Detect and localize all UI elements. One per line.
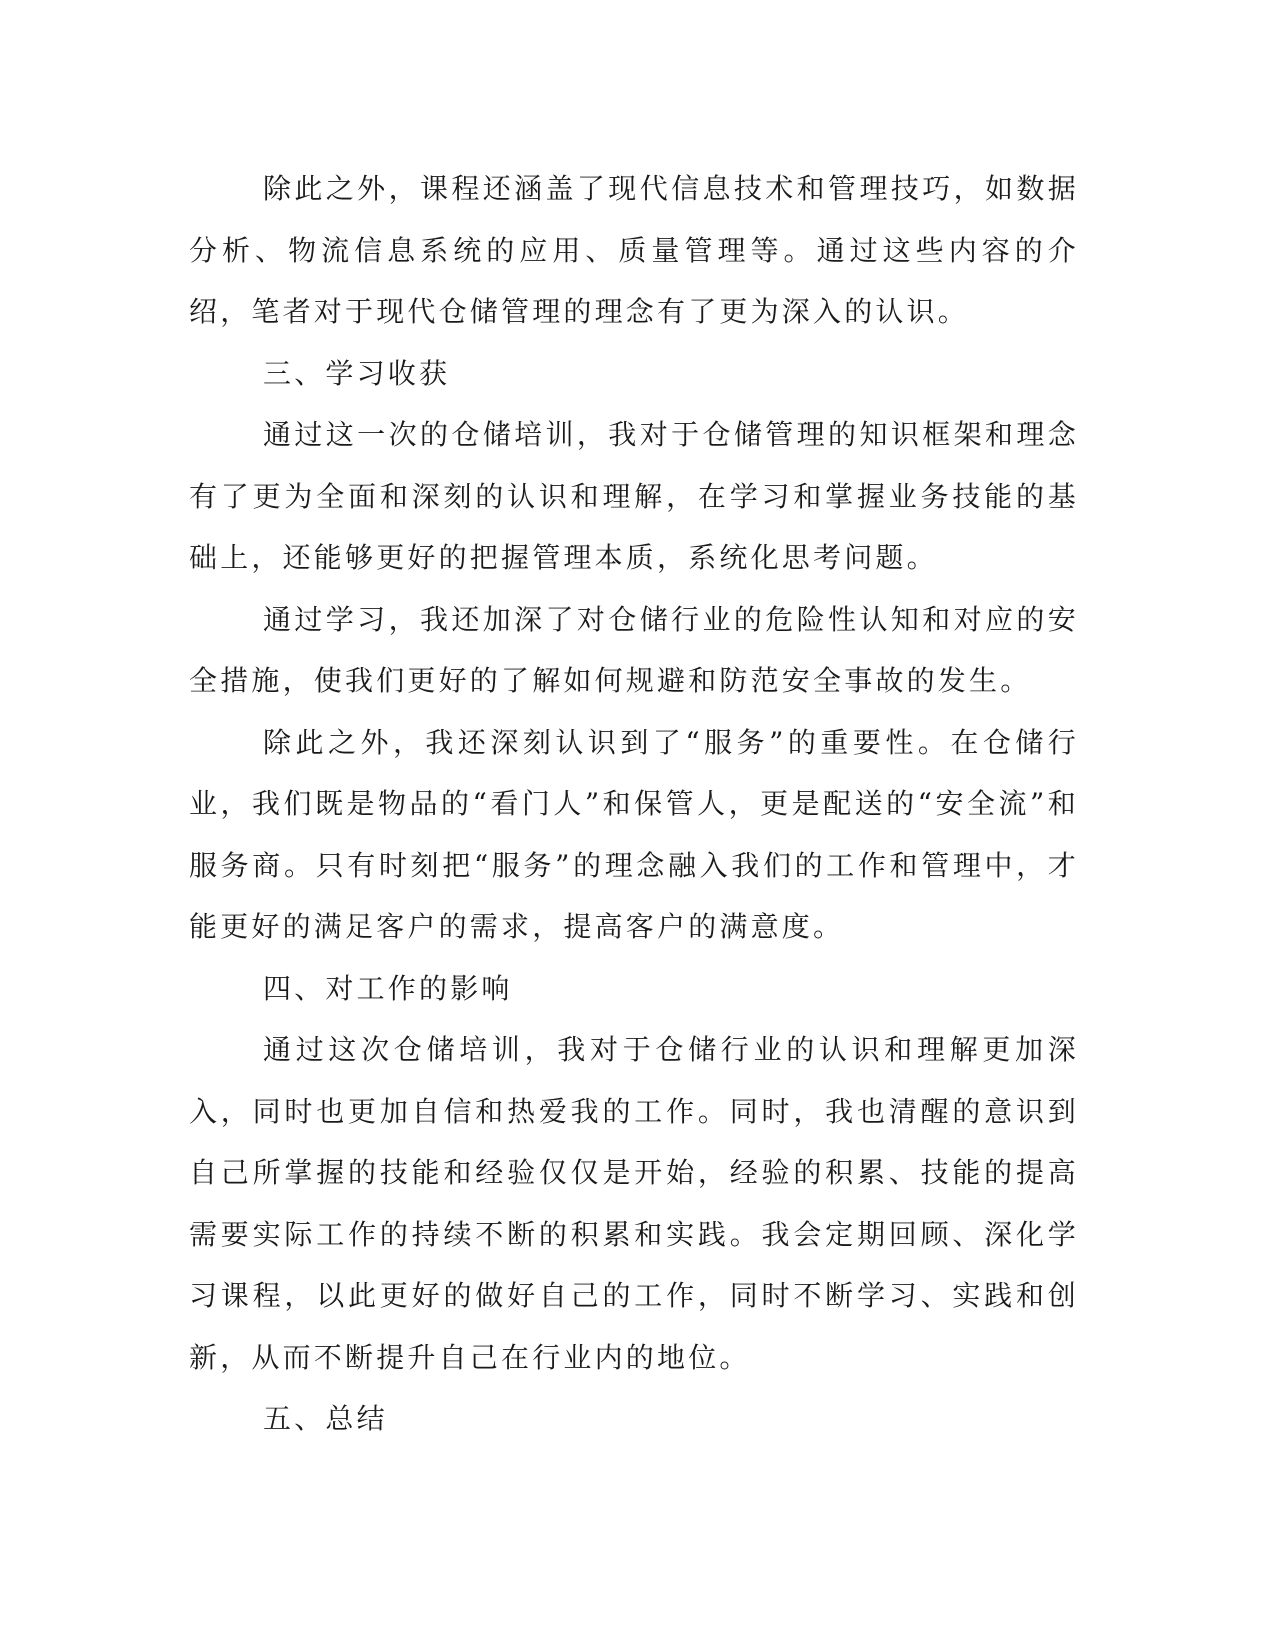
paragraph-knowledge-framework: 通过这一次的仓储培训，我对于仓储管理的知识框架和理念有了更为全面和深刻的认识和理解，在学习和掌握业务技能的基础上，还能够更好的把握管理本质，系统化思考问题。	[189, 418, 1079, 574]
section-heading-work-impact: 四、对工作的影响	[263, 971, 513, 1005]
paragraph-work-impact: 通过这次仓储培训，我对于仓储行业的认识和理解更加深入，同时也更加自信和热爱我的工作。同时，我也清醒的意识到自己所掌握的技能和经验仅仅是开始，经验的积累、技能的提高需要实际工作的持续不断的积累和实践。我会定期回顾、深化学习课程，以此更好的做好自己的工作，同时不断学习、实践和创新，从而不断提升自己在行业内的地位。	[189, 1033, 1079, 1374]
section-heading-learning-gains: 三、学习收获	[263, 356, 451, 390]
section-heading-summary: 五、总结	[263, 1402, 388, 1435]
paragraph-modern-it-skills: 除此之外，课程还涵盖了现代信息技术和管理技巧，如数据分析、物流信息系统的应用、质量管理等。通过这些内容的介绍，笔者对于现代仓储管理的理念有了更为深入的认识。	[189, 172, 1079, 328]
paragraph-service-importance: 除此之外，我还深刻认识到了“服务”的重要性。在仓储行业，我们既是物品的“看门人”和保管人，更是配送的“安全流”和服务商。只有时刻把“服务”的理念融入我们的工作和管理中，才能更好的满足客户的需求，提高客户的满意度。	[189, 725, 1079, 943]
document-body	[189, 158, 1079, 1450]
paragraph-safety-awareness: 通过学习，我还加深了对仓储行业的危险性认知和对应的安全措施，使我们更好的了解如何规避和防范安全事故的发生。	[189, 602, 1079, 697]
